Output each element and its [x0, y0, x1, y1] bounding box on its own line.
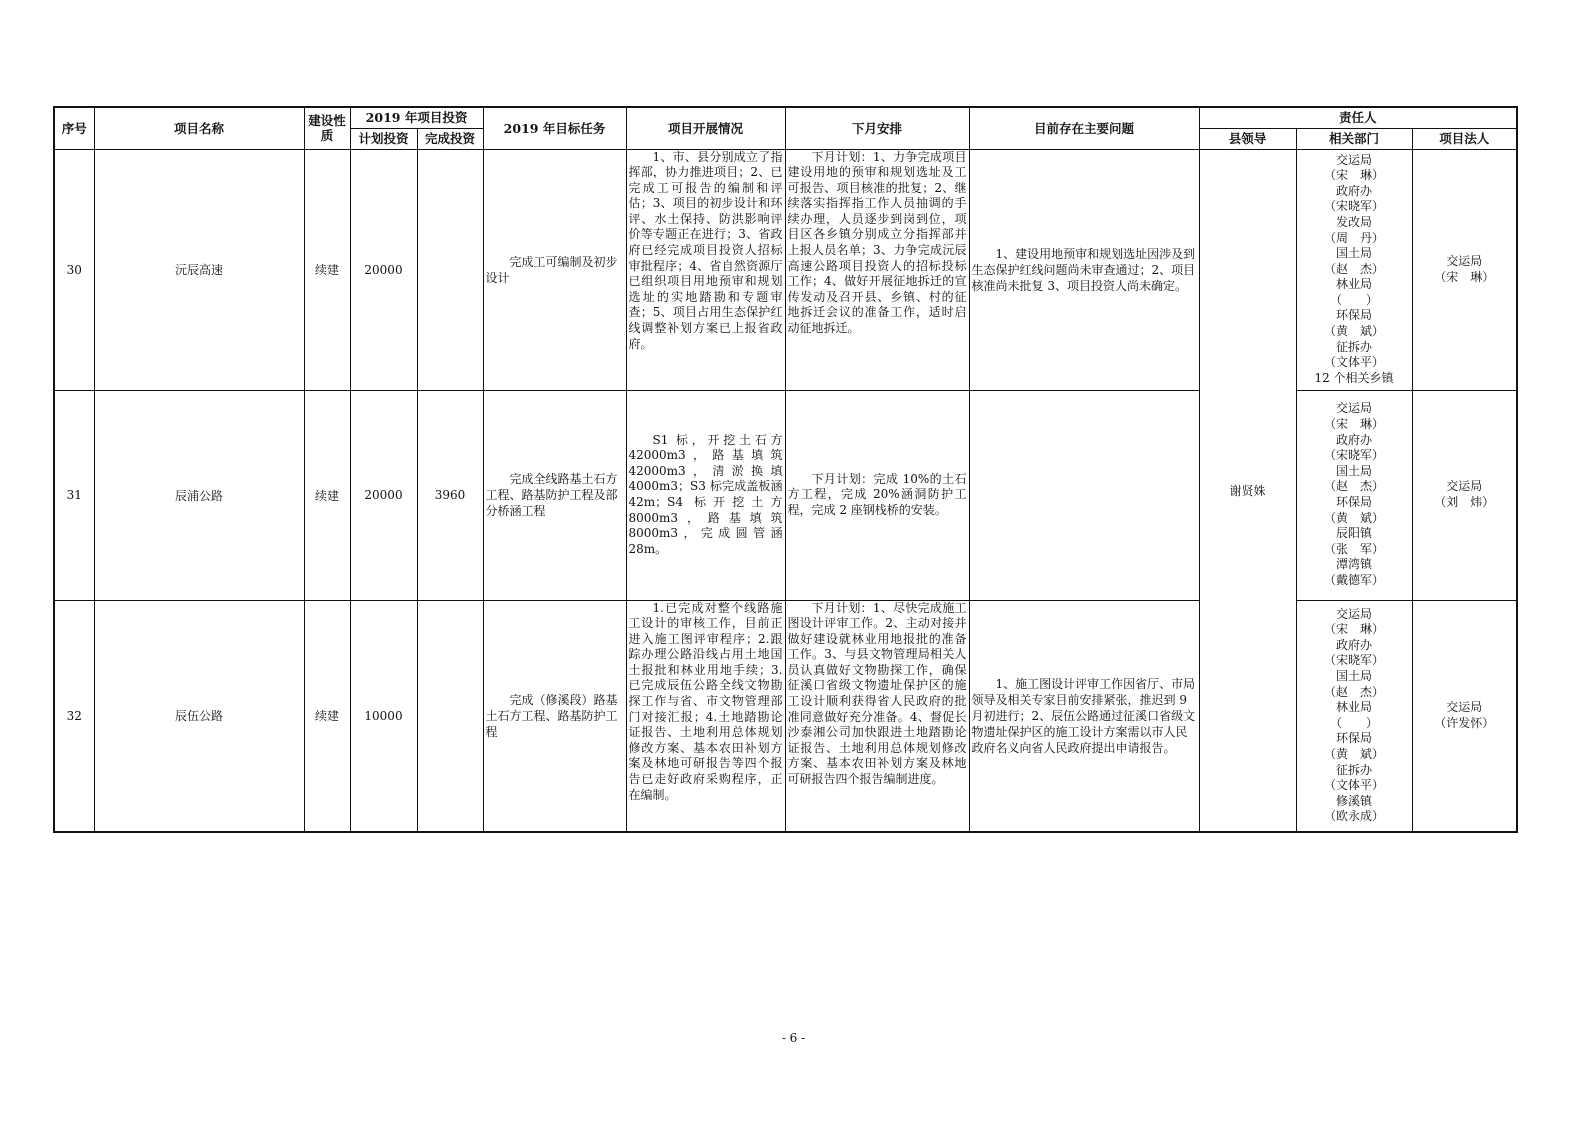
header-name: 项目名称	[94, 107, 304, 149]
responsible-line: （赵 杰）	[1323, 479, 1384, 494]
responsible-line: （宋晓军）	[1323, 653, 1384, 668]
row-progress: 1、市、县分别成立了指挥部，协力推进项目；2、已完成工可报告的编制和评估；3、项目的初步设计和环评、水土保持、防洪影响评价等专题正在进行；3、省政府已经完成项目投资人招标审批程序；4、省自然资源厅已组织项目用地预审和规划选址的实地踏勘和专题审查；5、项目占用生态保护红线调整补划方案已上报省政府。	[628, 149, 783, 351]
header-problems: 目前存在主要问题	[969, 107, 1199, 149]
responsible-line: 辰阳镇	[1335, 526, 1372, 541]
responsible-line: 政府办	[1335, 637, 1372, 652]
header-responsible: 责任人	[1199, 107, 1517, 128]
row-progress: S1 标，开挖土石方 42000m3，路基填筑 42000m3，清淤换填 4000m3；S3 标完成盖板涵 42m；S4 标开挖土方 8000m3，路基填筑 8000m3，完成圆管涵 28m。	[628, 432, 783, 556]
responsible-line: （宋 琳）	[1323, 168, 1384, 183]
header-plan-invest: 计划投资	[350, 128, 417, 149]
responsible-line: 12 个相关乡镇	[1314, 370, 1394, 385]
responsible-line: （宋 琳）	[1323, 417, 1384, 432]
responsible-line: 国土局	[1335, 463, 1372, 478]
table-row	[54, 390, 1517, 600]
row-plan-invest: 20000	[350, 149, 417, 390]
row-done-invest	[417, 149, 483, 390]
responsible-line: （黄 斌）	[1323, 746, 1384, 761]
row-nature: 续建	[304, 149, 350, 390]
header-done-invest: 完成投资	[417, 128, 483, 149]
responsible-line: （许发怀）	[1434, 715, 1495, 730]
responsible-line: （宋晓军）	[1323, 199, 1384, 214]
row-name: 辰浦公路	[94, 390, 304, 600]
header-progress: 项目开展情况	[626, 107, 785, 149]
header-target: 2019 年目标任务	[483, 107, 626, 149]
header-dept: 相关部门	[1296, 128, 1412, 149]
row-next-month: 下月计划：1、尽快完成施工图设计评审工作。2、主动对接并做好建设就林业用地报批的准备工作。3、与县文物管理局相关人员认真做好文物勘探工作，确保征溪口省级文物遗址保护区的施工设计顺利获得省人民政府的批准同意做好充分准备。4、督促长沙泰湘公司加快跟进土地踏勘论证报告、土地利用总体规划修改方案、基本农田补划方案及林地可研报告四个报告编制进度。	[787, 600, 967, 787]
row-plan-invest: 10000	[350, 600, 417, 832]
responsible-line: 征拆办	[1335, 339, 1372, 354]
table-row	[54, 600, 1517, 832]
header-next-month: 下月安排	[785, 107, 969, 149]
responsible-line: 交运局	[1335, 152, 1372, 167]
row-problems	[969, 390, 1199, 600]
responsible-line: 发改局	[1335, 214, 1372, 229]
responsible-line: （文体平）	[1323, 355, 1384, 370]
row-next-month: 下月计划：1、力争完成项目建设用地的预审和规划选址及工可报告、项目核准的批复；2、继续落实指挥指工作人员抽调的手续办理，人员逐步到岗到位，项目区各乡镇分别成立分指挥部并上报人员名单；3、力争完成沅辰高速公路项目投资人的招标投标工作；4、做好开展征地拆迁的宣传发动及召开县、乡镇、村的征地拆迁会议的准备工作，适时启动征地拆迁。	[787, 149, 967, 336]
responsible-line: 政府办	[1335, 183, 1372, 198]
responsible-line: （宋 琳）	[1434, 269, 1495, 284]
row-dept	[1296, 149, 1412, 390]
row-problems: 1、施工图设计评审工作因省厅、市局领导及相关专家目前安排紧张，推迟到 9 月初进行；2、辰伍公路通过征溪口省级文物遗址保护区的施工设计方案需以市人民政府名义向省人民政府提出申请报告。	[971, 676, 1196, 755]
row-next-month: 下月计划：完成 10%的土石方工程，完成 20%涵洞防护工程，完成 2 座钢栈桥的安装。	[787, 471, 967, 517]
header-seq: 序号	[54, 107, 94, 149]
responsible-line: 环保局	[1335, 495, 1372, 509]
responsible-line: 潭湾镇	[1335, 557, 1372, 572]
row-nature: 续建	[304, 390, 350, 600]
row-progress: 1.已完成对整个线路施工设计的审核工作，目前正进入施工图评审程序；2.跟踪办理公路沿线占用土地国土报批和林业用地手续；3.已完成辰伍公路全线文物勘探工作与省、市文物管理部门对接汇报；4.土地踏勘论证报告、土地利用总体规划修改方案、基本农田补划方案及林地可研报告等四个报告已走好政府采购程序，正在编制。	[628, 600, 783, 802]
row-plan-invest: 20000	[350, 390, 417, 600]
responsible-line: 交运局	[1446, 700, 1483, 715]
responsible-line: （戴德军）	[1323, 572, 1384, 587]
row-seq: 32	[54, 600, 94, 832]
responsible-line: 交运局	[1335, 606, 1372, 621]
responsible-line: （赵 杰）	[1323, 261, 1384, 276]
responsible-line: （赵 杰）	[1323, 684, 1384, 699]
table-row	[54, 149, 1517, 390]
header-county-leader: 县领导	[1199, 128, 1296, 149]
county-leader: 谢贤姝	[1199, 149, 1296, 832]
project-table	[53, 106, 1518, 833]
responsible-line: （周 丹）	[1323, 230, 1384, 245]
responsible-line: （欧永成）	[1323, 809, 1384, 824]
responsible-line: （张 军）	[1323, 541, 1384, 556]
row-name: 沅辰高速	[94, 149, 304, 390]
responsible-line: 征拆办	[1335, 762, 1372, 777]
responsible-line: 林业局	[1335, 277, 1372, 292]
responsible-line: （ ）	[1329, 715, 1378, 730]
row-nature: 续建	[304, 600, 350, 832]
row-problems: 1、建设用地预审和规划选址因涉及到生态保护红线问题尚未审查通过；2、项目核准尚未批复 3、项目投资人尚未确定。	[971, 246, 1196, 293]
row-name: 辰伍公路	[94, 600, 304, 832]
row-done-invest: 3960	[417, 390, 483, 600]
row-dept	[1296, 390, 1412, 600]
responsible-line: （宋 琳）	[1323, 622, 1384, 637]
responsible-line: 国土局	[1335, 668, 1372, 683]
responsible-line: （黄 斌）	[1323, 510, 1384, 525]
row-legal-person	[1412, 600, 1517, 832]
responsible-line: （黄 斌）	[1323, 324, 1384, 339]
row-target: 完成全线路基土石方工程、路基防护工程及部分桥涵工程	[485, 472, 618, 518]
header-nature: 建设性质	[304, 107, 350, 149]
responsible-line: 交运局	[1446, 253, 1483, 268]
responsible-line: 交运局	[1335, 401, 1372, 416]
row-seq: 30	[54, 149, 94, 390]
responsible-line: 环保局	[1335, 308, 1372, 323]
responsible-line: （刘 炜）	[1434, 495, 1495, 509]
page-number: - 6 -	[781, 1031, 806, 1045]
row-dept	[1296, 600, 1412, 832]
responsible-line: 国土局	[1335, 246, 1372, 261]
row-legal-person	[1412, 390, 1517, 600]
responsible-line: （文体平）	[1323, 778, 1384, 793]
responsible-line: 交运局	[1446, 479, 1483, 494]
header-invest-group: 2019 年项目投资	[350, 107, 483, 128]
responsible-line: 修溪镇	[1335, 793, 1372, 808]
row-seq: 31	[54, 390, 94, 600]
responsible-line: 林业局	[1335, 700, 1372, 715]
header-legal-person: 项目法人	[1412, 128, 1517, 149]
row-target: 完成工可编制及初步设计	[485, 254, 618, 285]
responsible-line: 政府办	[1335, 432, 1372, 447]
row-legal-person	[1412, 149, 1517, 390]
responsible-line: 环保局	[1335, 731, 1372, 746]
row-done-invest	[417, 600, 483, 832]
row-target: 完成（修溪段）路基土石方工程、路基防护工程	[485, 692, 618, 739]
responsible-line: （ ）	[1329, 292, 1378, 307]
responsible-line: （宋晓军）	[1323, 448, 1384, 463]
